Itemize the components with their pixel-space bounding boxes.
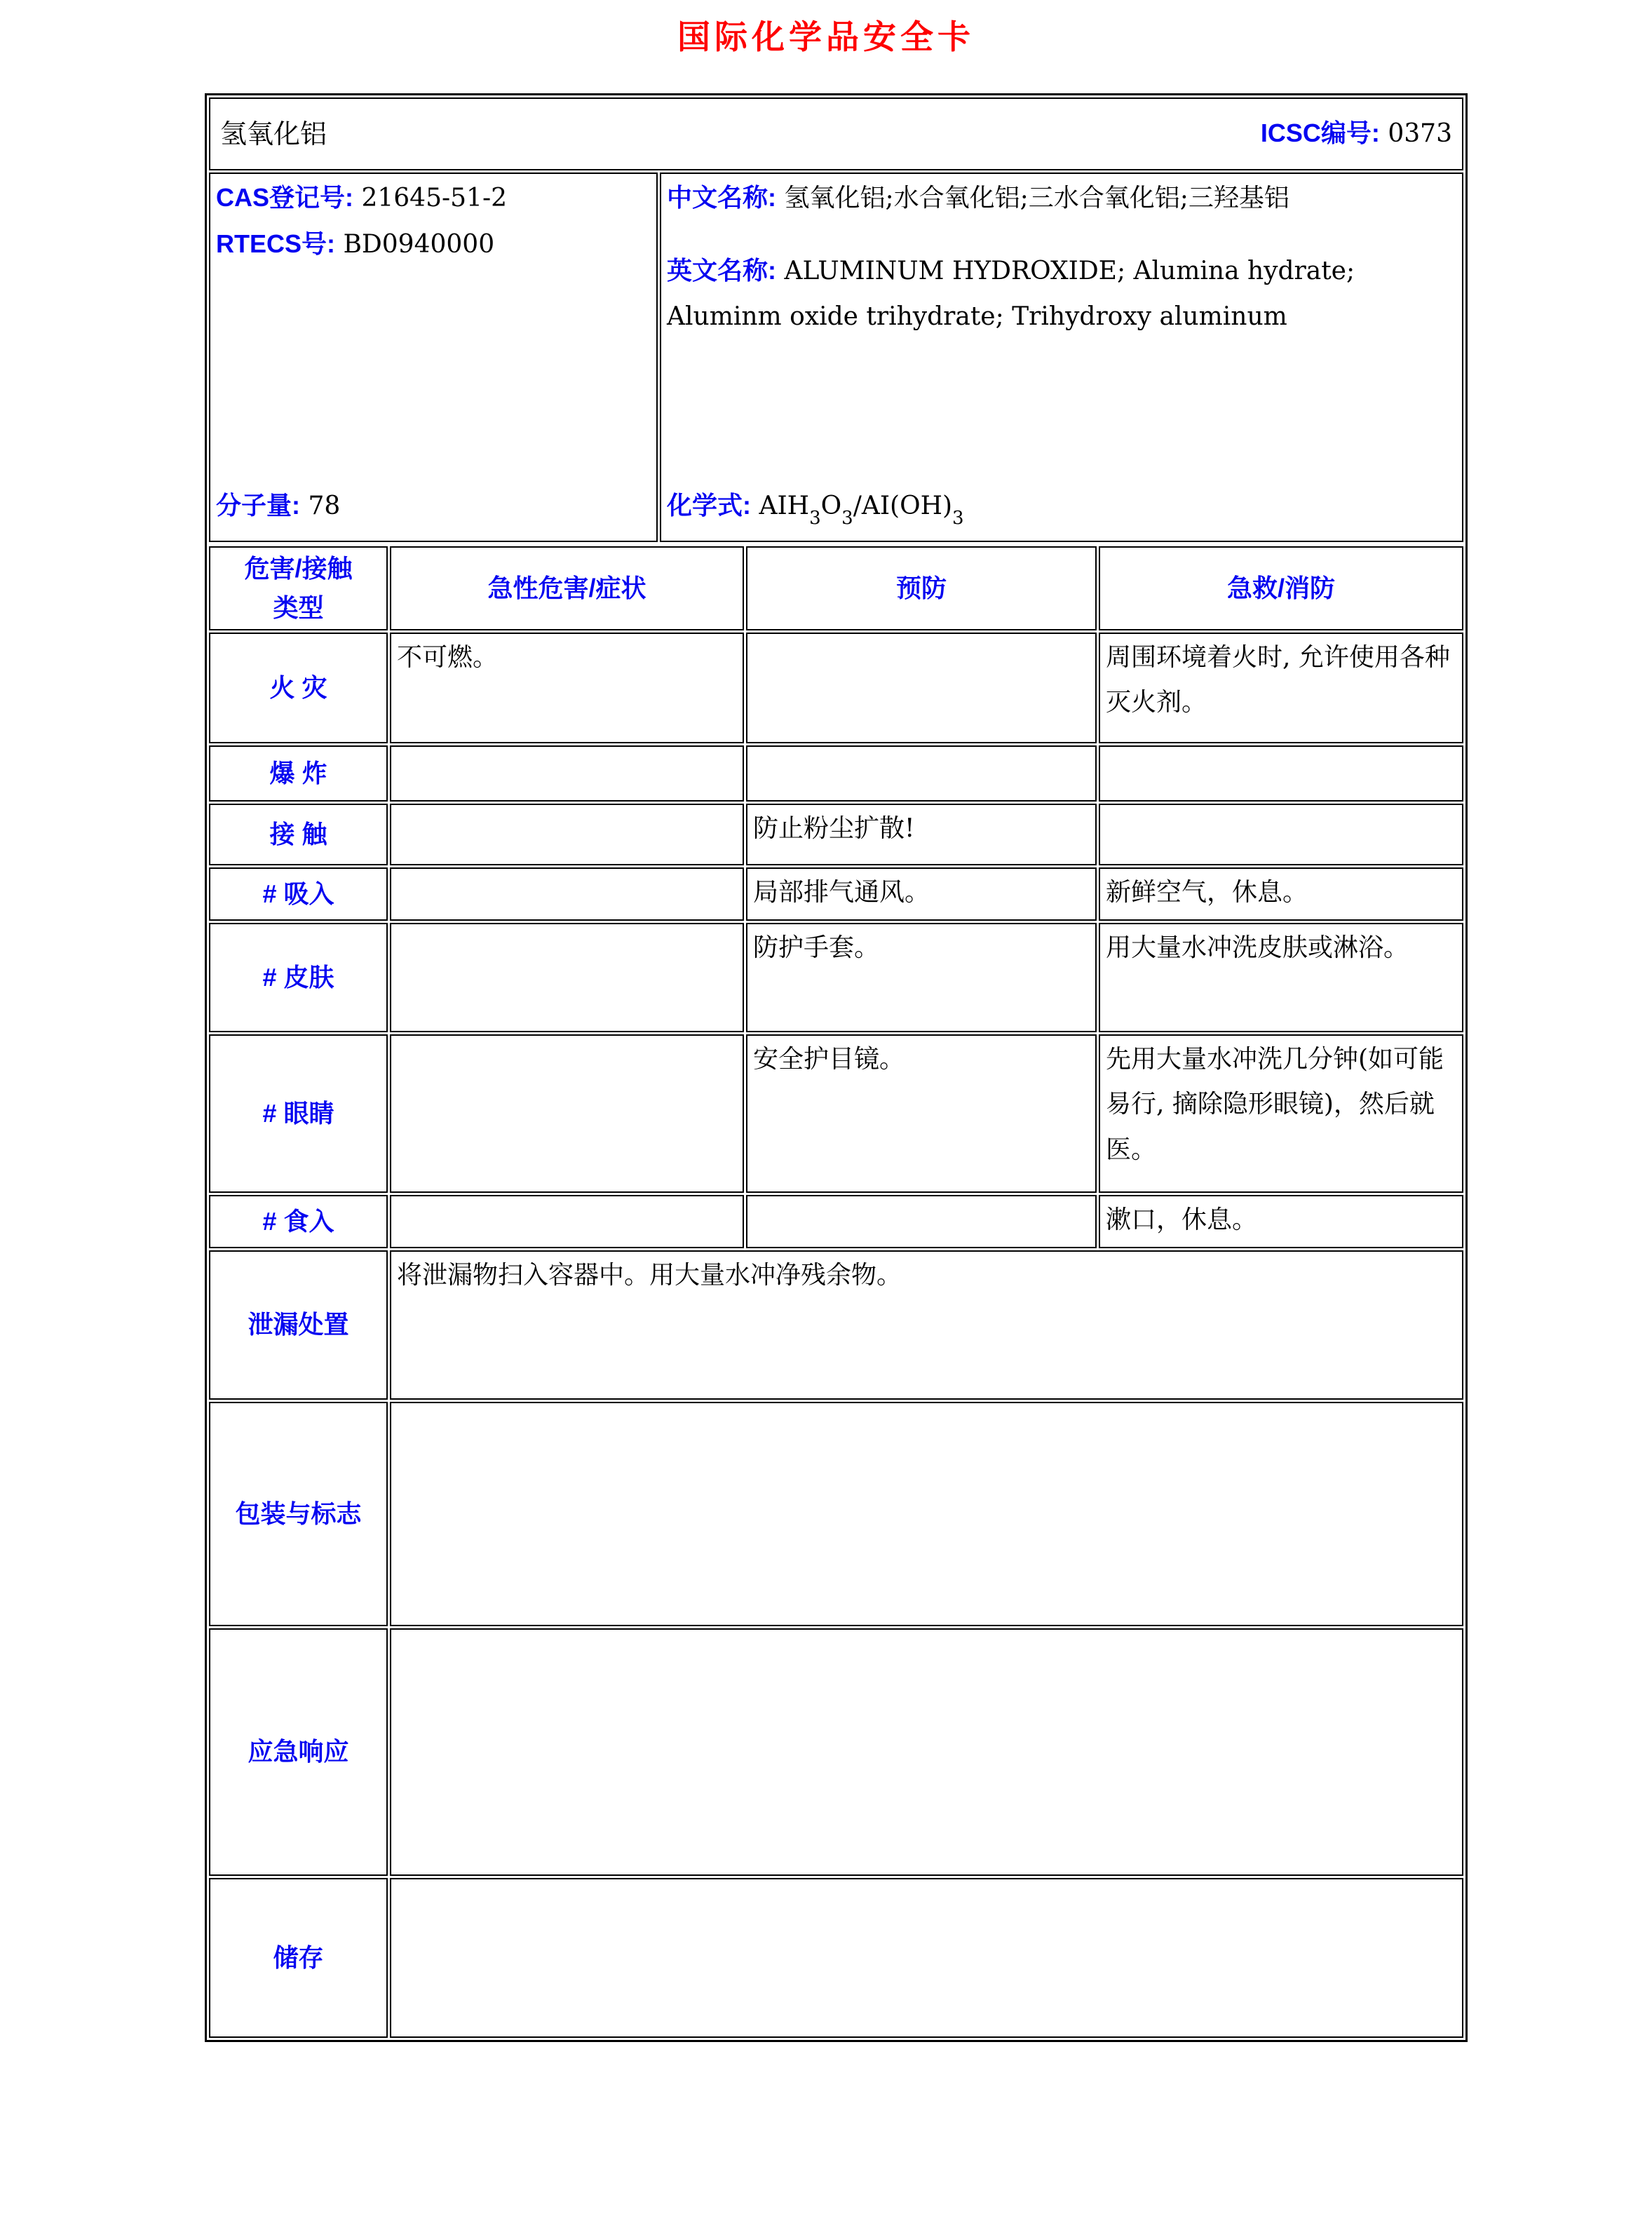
- ingestion-prevention: [746, 1195, 1097, 1248]
- explosion-label: 爆 炸: [209, 745, 388, 802]
- skin-symptoms: [390, 923, 744, 1032]
- fire-response: 周围环境着火时, 允许使用各种灭火剂。: [1099, 633, 1463, 743]
- formula-label: 化学式:: [667, 491, 751, 520]
- cas-label: CAS登记号:: [216, 183, 353, 212]
- eyes-response: 先用大量水冲洗几分钟(如可能易行, 摘除隐形眼镜)，然后就医。: [1099, 1034, 1463, 1193]
- english-name-line: [667, 248, 1456, 340]
- identification-table: [207, 95, 1465, 544]
- hazard-table: [207, 544, 1465, 2040]
- contact-symptoms: [390, 804, 744, 865]
- rtecs-line: [216, 222, 651, 268]
- rtecs-value: BD0940000: [343, 229, 495, 259]
- row-fire: [209, 633, 1463, 743]
- header-first-aid: 急救/消防: [1099, 546, 1463, 630]
- eyes-label: # 眼睛: [209, 1034, 388, 1193]
- explosion-prevention: [746, 745, 1097, 802]
- english-name-value: ALUMINUM HYDROXIDE; Alumina hydrate; Aluminm oxide trihydrate; Trihydroxy aluminum: [667, 256, 1355, 331]
- spillage-content: 将泄漏物扫入容器中。用大量水冲净残余物。: [390, 1250, 1463, 1400]
- spillage-label: 泄漏处置: [209, 1250, 388, 1400]
- eyes-prevention: 安全护目镜。: [746, 1034, 1097, 1193]
- header-prevention: 预防: [746, 546, 1097, 630]
- inhalation-label: # 吸入: [209, 867, 388, 921]
- inhalation-response: 新鲜空气，休息。: [1099, 867, 1463, 921]
- contact-label: 接 触: [209, 804, 388, 865]
- fire-symptoms: 不可燃。: [390, 633, 744, 743]
- contact-prevention: 防止粉尘扩散!: [746, 804, 1097, 865]
- title-row: [209, 97, 1463, 170]
- cas-value: 21645-51-2: [361, 184, 508, 212]
- explosion-response: [1099, 745, 1463, 802]
- names-cell: [660, 173, 1463, 542]
- storage-label: 储存: [209, 1878, 388, 2038]
- inhalation-prevention: 局部排气通风。: [746, 867, 1097, 921]
- registry-cell: [209, 173, 658, 542]
- packaging-label: 包装与标志: [209, 1402, 388, 1626]
- skin-label: # 皮肤: [209, 923, 388, 1032]
- registry-names-row: [209, 173, 1463, 542]
- rtecs-label: RTECS号:: [216, 229, 335, 258]
- chemical-name: 氢氧化铝: [220, 118, 327, 149]
- explosion-symptoms: [390, 745, 744, 802]
- molecular-weight-label: 分子量:: [216, 491, 300, 520]
- emergency-response-label: 应急响应: [209, 1628, 388, 1876]
- row-contact: [209, 804, 1463, 865]
- chinese-name-label: 中文名称:: [667, 183, 776, 212]
- packaging-content: [390, 1402, 1463, 1626]
- chinese-name-line: [667, 175, 1456, 222]
- icsc-number-group: [1261, 111, 1452, 157]
- row-ingestion: [209, 1195, 1463, 1248]
- section-storage: [209, 1878, 1463, 2038]
- ingestion-label: # 食入: [209, 1195, 388, 1248]
- skin-prevention: 防护手套。: [746, 923, 1097, 1032]
- fire-label: 火 灾: [209, 633, 388, 743]
- header-acute-symptoms: 急性危害/症状: [390, 546, 744, 630]
- section-packaging: [209, 1402, 1463, 1626]
- inhalation-symptoms: [390, 867, 744, 921]
- chinese-name-value: 氢氧化铝;水合氧化铝;三水合氧化铝;三羟基铝: [784, 184, 1289, 212]
- formula-value: $AIH_3O_3/AI(OH)_3$: [759, 492, 964, 529]
- icsc-number-value: 0373: [1388, 119, 1452, 149]
- row-skin: [209, 923, 1463, 1032]
- ingestion-response: 漱口，休息。: [1099, 1195, 1463, 1248]
- icsc-card: [205, 93, 1468, 2042]
- row-eyes: [209, 1034, 1463, 1193]
- page-title: 国际化学品安全卡: [677, 18, 975, 57]
- fire-prevention: [746, 633, 1097, 743]
- cas-line: [216, 175, 651, 222]
- section-emergency-response: [209, 1628, 1463, 1876]
- formula-line: [667, 483, 1456, 529]
- icsc-number-label: ICSC编号:: [1260, 119, 1380, 148]
- row-explosion: [209, 745, 1463, 802]
- english-name-label: 英文名称:: [667, 255, 776, 285]
- row-inhalation: [209, 867, 1463, 921]
- section-spillage: [209, 1250, 1463, 1400]
- contact-response: [1099, 804, 1463, 865]
- eyes-symptoms: [390, 1034, 744, 1193]
- ingestion-symptoms: [390, 1195, 744, 1248]
- molecular-weight-value: 78: [308, 492, 341, 521]
- header-hazard-type: 危害/接触 类型: [209, 546, 388, 630]
- emergency-response-content: [390, 1628, 1463, 1876]
- storage-content: [390, 1878, 1463, 2038]
- skin-response: 用大量水冲洗皮肤或淋浴。: [1099, 923, 1463, 1032]
- hazard-header-row: [209, 546, 1463, 630]
- title-row-cell: [209, 97, 1463, 170]
- molecular-weight-line: [216, 483, 651, 529]
